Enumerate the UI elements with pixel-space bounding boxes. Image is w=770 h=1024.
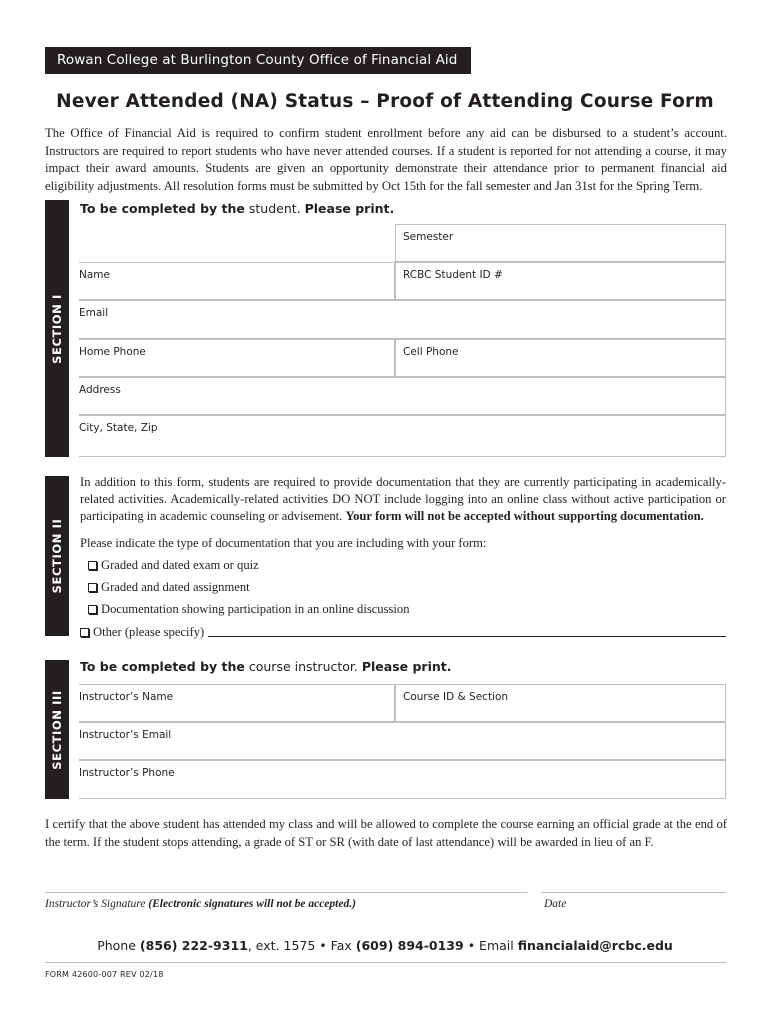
instructor-email-field[interactable] (79, 722, 726, 760)
section-1-heading (80, 201, 394, 216)
checkbox-icon[interactable] (88, 583, 97, 592)
home-phone-field[interactable] (79, 339, 395, 377)
section-3-tab (45, 660, 69, 799)
checkbox-icon[interactable] (80, 628, 89, 637)
certification-statement: I certify that the above student has attended my class and will be allowed to complete the course earning an official grade at the end of the term. If the student stops attending, a grade of ST or SR (with date of last attendance) will be awarded in lieu of an F. (45, 817, 727, 849)
section-2-paragraph-bold: Your form will not be accepted without supporting documentation. (345, 509, 704, 523)
contact-info (0, 938, 770, 953)
instructor-phone-field[interactable] (79, 760, 726, 799)
section-3-label: SECTION III (50, 689, 64, 770)
cell-phone-field[interactable] (395, 339, 726, 377)
instructor-name-label: Instructor’s Name (79, 691, 174, 703)
signature-label (45, 898, 356, 910)
section-2-tab (45, 476, 69, 636)
city-state-zip-field[interactable] (79, 415, 726, 457)
email-address[interactable]: financialaid@rcbc.edu (517, 938, 673, 953)
instructor-email-label: Instructor’s Email (79, 729, 172, 741)
option-other-label: Other (please specify) (93, 625, 205, 639)
section-3-heading-pre: To be completed by the (80, 659, 245, 674)
student-id-label: RCBC Student ID # (403, 269, 503, 281)
section-1-label: SECTION I (50, 293, 64, 364)
fax-label: Fax (330, 938, 352, 953)
documentation-prompt: Please indicate the type of documentation that you are including with your form: (80, 536, 487, 550)
option-exam-quiz-label: Graded and dated exam or quiz (101, 558, 259, 572)
signature-label-text: Instructor’s Signature (45, 898, 146, 910)
section-1-heading-post: Please print. (304, 201, 395, 216)
checkbox-icon[interactable] (88, 605, 97, 614)
section-1-heading-mid: student. (248, 201, 301, 216)
form-code: FORM 42600-007 REV 02/18 (45, 970, 164, 979)
student-id-field[interactable] (395, 262, 726, 300)
instructor-phone-label: Instructor’s Phone (79, 767, 175, 779)
name-field[interactable] (79, 262, 395, 300)
org-name: Rowan College at Burlington County Office of Financial Aid (57, 52, 458, 68)
signature-note: (Electronic signatures will not be accepted.) (148, 898, 356, 910)
email-label-footer: • Email (467, 938, 514, 953)
option-other[interactable] (80, 624, 204, 640)
intro-paragraph: The Office of Financial Aid is required to confirm student enrollment before any aid can be disbursed to a student’s account. Instructors are required to report students who have never attended courses. If a student is reported for not attending a course, it may impact their award amounts. Students are given an opportunity demonstrate their attendance prior to permanent financial aid eligibility adjustments. All resolution forms must be submitted by Oct 15th for the fall semester and Jan 31st for the Spring Term. (45, 126, 727, 193)
phone-number: (856) 222-9311 (139, 938, 248, 953)
option-online-discussion-label: Documentation showing participation in an online discussion (101, 602, 410, 616)
name-label: Name (79, 269, 110, 281)
address-label: Address (79, 384, 121, 396)
section-3-heading-post: Please print. (361, 659, 452, 674)
section-3-heading (80, 659, 452, 674)
course-id-field[interactable] (395, 684, 726, 722)
course-id-label: Course ID & Section (403, 691, 509, 703)
form-title: Never Attended (NA) Status – Proof of Attending Course Form (56, 91, 714, 112)
footer-divider (45, 962, 726, 963)
semester-label: Semester (403, 231, 454, 243)
home-phone-label: Home Phone (79, 346, 146, 358)
email-field[interactable] (79, 300, 726, 339)
cell-phone-label: Cell Phone (403, 346, 459, 358)
email-label: Email (79, 307, 109, 319)
section-2-label: SECTION II (50, 518, 64, 594)
section-2-paragraph (80, 474, 726, 525)
option-assignment[interactable] (88, 579, 250, 595)
phone-label: Phone (97, 938, 136, 953)
fax-number: (609) 894-0139 (355, 938, 464, 953)
date-line[interactable] (541, 892, 726, 893)
city-state-zip-label: City, State, Zip (79, 422, 158, 434)
address-field[interactable] (79, 377, 726, 415)
section-1-tab (45, 200, 69, 457)
instructor-name-field[interactable] (79, 684, 395, 722)
section-1-heading-pre: To be completed by the (80, 201, 245, 216)
date-label: Date (544, 898, 567, 910)
section-3-heading-mid: course instructor. (248, 659, 358, 674)
checkbox-icon[interactable] (88, 561, 97, 570)
option-exam-quiz[interactable] (88, 557, 259, 573)
header-org-bar (45, 47, 471, 74)
phone-ext: , ext. 1575 • (247, 938, 327, 953)
semester-field[interactable] (395, 224, 726, 262)
section-2-paragraph-text: In addition to this form, students are required to provide documentation that they are currently participating in academically-related activities. Academically-related activities DO NOT include logging into an online class without active participation or participating in academic counseling or advisement. (80, 475, 726, 523)
other-specify-line[interactable] (208, 636, 726, 637)
signature-line[interactable] (45, 892, 527, 893)
option-assignment-label: Graded and dated assignment (101, 580, 250, 594)
option-online-discussion[interactable] (88, 601, 410, 617)
